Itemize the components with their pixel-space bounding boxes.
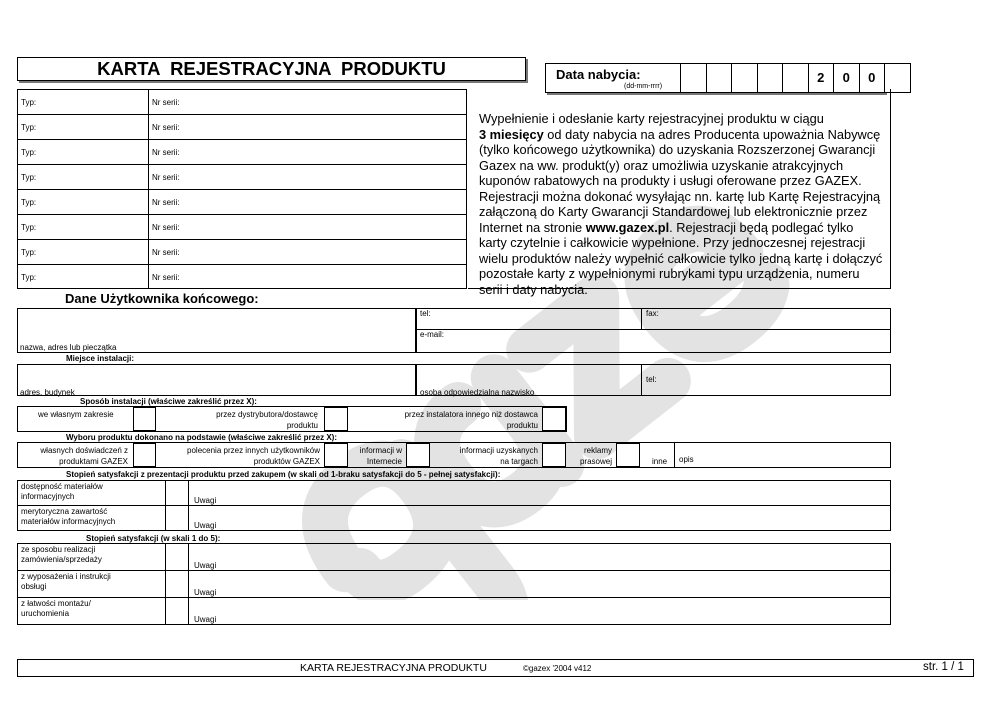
choice-press-label-2: prasowej — [579, 457, 612, 466]
purchase-date-label: Data nabycia: — [556, 67, 641, 82]
presentation-heading: Stopień satysfakcji z prezentacji produktu przed zakupem (w skali od 1-braku satysfakcji do 5 - pełnej satysfakcji): — [66, 470, 501, 479]
choice-recommend-checkbox[interactable] — [324, 443, 348, 467]
rating-label-1: dostępność materiałów — [21, 482, 103, 491]
rating-score-box[interactable] — [165, 480, 189, 506]
choice-press-checkbox[interactable] — [616, 443, 640, 467]
product-column-divider — [148, 89, 149, 289]
product-type-label: Typ: — [21, 223, 37, 232]
footer-bar — [17, 659, 974, 677]
method-own-checkbox[interactable] — [133, 407, 156, 431]
product-serial-label: Nr serii: — [152, 273, 180, 282]
choice-internet-checkbox[interactable] — [406, 443, 430, 467]
rating-label-2: materiałów informacyjnych — [21, 517, 116, 526]
product-serial-label: Nr serii: — [152, 123, 180, 132]
product-serial-label: Nr serii: — [152, 173, 180, 182]
product-type-field[interactable] — [18, 215, 148, 239]
rating-notes-label: Uwagi — [194, 496, 217, 505]
user-section-heading: Dane Użytkownika końcowego: — [65, 291, 259, 306]
choice-own-label-2: produktami GAZEX — [59, 457, 128, 466]
choice-own-checkbox[interactable] — [133, 443, 156, 467]
install-heading: Miejsce instalacji: — [66, 354, 135, 363]
product-serial-field[interactable] — [149, 90, 466, 114]
rating-label-2: informacyjnych — [21, 492, 75, 501]
choice-heading: Wyboru produktu dokonano na podstawie (właściwe zakreślić przez X): — [66, 433, 338, 442]
choice-own-label-1: własnych doświadczeń z — [40, 446, 128, 455]
card-title-box — [17, 57, 526, 81]
rating-score-box[interactable] — [165, 505, 189, 531]
user-tel-label: tel: — [420, 309, 431, 318]
page-title: KARTA REJESTRACYJNA PRODUKTU — [97, 58, 446, 79]
product-type-label: Typ: — [21, 273, 37, 282]
product-serial-field[interactable] — [149, 165, 466, 189]
choice-press-label-1: reklamy — [583, 446, 612, 455]
rating-notes-label: Uwagi — [194, 615, 217, 624]
user-email-field[interactable] — [416, 329, 891, 353]
product-type-field[interactable] — [18, 140, 148, 164]
rating-label-2: zamówienia/sprzedaży — [21, 555, 102, 564]
product-serial-field[interactable] — [149, 240, 466, 264]
choice-internet-label-1: informacji w — [359, 446, 402, 455]
choice-internet-label-2: Internecie — [366, 457, 402, 466]
method-distributor-checkbox[interactable] — [324, 407, 348, 431]
product-type-label: Typ: — [21, 98, 37, 107]
user-name-hint: nazwa, adres lub pieczątka — [20, 343, 117, 352]
user-email-label: e-mail: — [420, 330, 445, 339]
rating-label-1: ze sposobu realizacji — [21, 545, 96, 554]
rating-label-2: uruchomienia — [21, 609, 70, 618]
rating-notes-field[interactable] — [190, 598, 890, 624]
footer-title: KARTA REJESTRACYJNA PRODUKTU — [300, 662, 487, 674]
product-type-label: Typ: — [21, 248, 37, 257]
product-type-field[interactable] — [18, 90, 148, 114]
website-link[interactable]: www.gazex.pl — [585, 219, 670, 235]
product-type-field[interactable] — [18, 190, 148, 214]
rating-notes-field[interactable] — [190, 544, 890, 570]
purchase-date-format: (dd-mm-rrrr) — [624, 83, 663, 90]
rating-notes-field[interactable] — [190, 481, 890, 505]
choice-other-description-hint: opis — [679, 455, 694, 464]
method-distributor-label-1: przez dystrybutora/dostawcę — [216, 410, 318, 419]
info-months: 3 miesięcy — [479, 126, 544, 142]
date-digit-cell[interactable]: 0 — [859, 63, 886, 93]
date-digit-cell[interactable]: 0 — [833, 63, 860, 93]
product-type-field[interactable] — [18, 265, 148, 289]
rating-notes-field[interactable] — [190, 571, 890, 597]
method-own-label: we własnym zakresie — [38, 410, 114, 419]
product-serial-field[interactable] — [149, 265, 466, 289]
footer-page-number: str. 1 / 1 — [923, 661, 964, 673]
install-address-hint: adres, budynek — [20, 388, 75, 397]
rating-label-2: obsługi — [21, 582, 47, 591]
product-serial-label: Nr serii: — [152, 198, 180, 207]
choice-other-description-field[interactable] — [674, 442, 891, 468]
product-type-label: Typ: — [21, 198, 37, 207]
product-serial-field[interactable] — [149, 215, 466, 239]
footer-copyright: ©gazex '2004 v412 — [523, 664, 592, 673]
rating-score-box[interactable] — [165, 570, 189, 598]
choice-recommend-label-2: produktów GAZEX — [253, 457, 320, 466]
rating-score-box[interactable] — [165, 597, 189, 625]
rating-notes-label: Uwagi — [194, 561, 217, 570]
info-text-part-2: od daty nabycia na adres Producenta upoważnia Nabywcę (tylko końcowego użytkownika) do uzyskania Rozszerzonej Gwarancji Gazex na ww. produkt(y) oraz umożliwia uzyskanie atrakcyjnych kuponów rabatowych na produkty i usługi oferowane przez GAZEX. Rejestracji można dokonać wysyłając nn. kartę lub Kartę Rejestracyjną załączoną do Karty Gwarancji Standardowej lub elektronicznie przez Internet na stronie — [479, 126, 881, 235]
method-installer-label-2: produktu — [506, 421, 538, 430]
choice-other-label: inne — [652, 457, 668, 466]
product-type-field[interactable] — [18, 115, 148, 139]
method-installer-checkbox[interactable] — [542, 407, 566, 431]
rating-notes-label: Uwagi — [194, 588, 217, 597]
user-fax-field[interactable] — [641, 308, 891, 330]
satisfaction-heading: Stopień satysfakcji (w skali 1 do 5): — [86, 534, 221, 543]
product-serial-label: Nr serii: — [152, 223, 180, 232]
install-address-field[interactable] — [17, 364, 416, 396]
user-tel-field[interactable] — [416, 308, 642, 330]
method-heading: Sposób instalacji (właściwe zakreślić przez X): — [80, 397, 257, 406]
rating-score-box[interactable] — [165, 543, 189, 571]
product-serial-label: Nr serii: — [152, 98, 180, 107]
product-serial-label: Nr serii: — [152, 148, 180, 157]
rating-notes-label: Uwagi — [194, 521, 217, 530]
product-serial-label: Nr serii: — [152, 248, 180, 257]
product-type-field[interactable] — [18, 240, 148, 264]
product-serial-field[interactable] — [149, 140, 466, 164]
method-installer-label-1: przez instalatora innego niż dostawca — [404, 410, 538, 419]
info-text-part-3: . Rejestracji będą podlegać tylko karty czytelnie i całkowicie wypełnione. Przy jednoczesnej rejestracji wielu produktów należy wypełnić całkowicie tylko jedną kartę i dołączyć pozostałe karty z wypełnionymi rubrykami typu urządzenia, numeru serii i daty nabycia. — [479, 219, 883, 297]
product-type-label: Typ: — [21, 123, 37, 132]
install-tel-field[interactable] — [641, 364, 891, 396]
install-tel-label: tel: — [646, 375, 657, 384]
product-type-field[interactable] — [18, 165, 148, 189]
choice-recommend-label-1: polecenia przez innych użytkowników — [187, 446, 320, 455]
choice-fair-checkbox[interactable] — [542, 443, 566, 467]
date-digit-cell[interactable]: 2 — [808, 63, 835, 93]
install-person-hint: osoba odpowiedzialna nazwisko — [420, 388, 535, 397]
info-box — [468, 89, 891, 289]
product-serial-field[interactable] — [149, 190, 466, 214]
rating-label-1: z wyposażenia i instrukcji — [21, 572, 111, 581]
product-serial-field[interactable] — [149, 115, 466, 139]
rating-label-1: merytoryczna zawartość — [21, 507, 108, 516]
rating-notes-field[interactable] — [190, 506, 890, 530]
product-type-label: Typ: — [21, 148, 37, 157]
choice-fair-label-1: informacji uzyskanych — [459, 446, 538, 455]
rating-label-1: z łatwości montażu/ — [21, 599, 91, 608]
user-fax-label: fax: — [646, 309, 659, 318]
choice-fair-label-2: na targach — [500, 457, 538, 466]
method-distributor-label-2: produktu — [286, 421, 318, 430]
product-type-label: Typ: — [21, 173, 37, 182]
info-text-part-1: Wypełnienie i odesłanie karty rejestracyjnej produktu w ciągu — [479, 111, 824, 126]
